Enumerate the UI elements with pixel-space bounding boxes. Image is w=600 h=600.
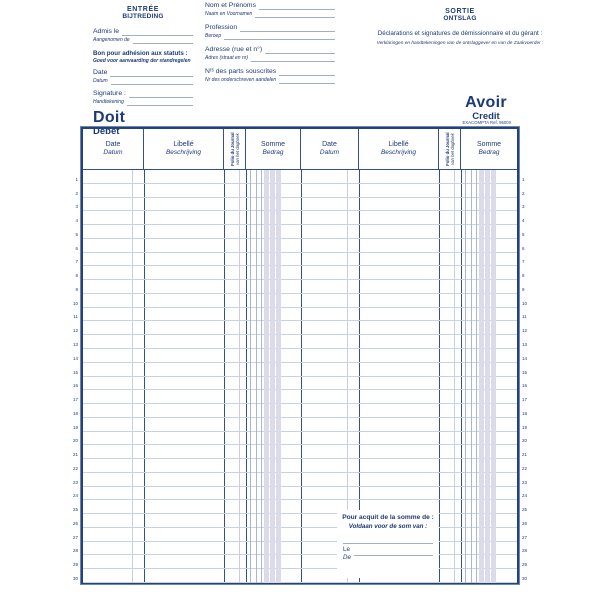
date-label-fr: Date xyxy=(93,69,108,77)
libelle-header-fr: Libellé xyxy=(388,140,409,148)
row-number-left: 6 xyxy=(75,246,78,251)
row-number-left: 12 xyxy=(72,328,78,333)
acquit-date-row xyxy=(341,546,435,564)
declarations-nl: Verklaringen en handtekeningen van de ontslaggever en van de Zaakvoerder : xyxy=(376,40,544,46)
folio-header-nl: van het dagboek xyxy=(234,133,240,165)
adresse-label-nl: Adres (straat en nr) xyxy=(205,55,249,62)
table-body xyxy=(83,170,517,583)
row-number-right: 30 xyxy=(522,576,528,581)
row-number-left: 17 xyxy=(72,397,78,402)
profession-write-line-2 xyxy=(224,32,335,40)
row-number-left: 23 xyxy=(72,480,78,485)
row-number-left: 1 xyxy=(75,177,78,182)
signature-write-line xyxy=(129,90,193,98)
row-line xyxy=(83,376,517,377)
folio-header-fr: Folio du Journal xyxy=(444,132,450,166)
somme-shaded-stripe xyxy=(264,170,269,583)
somme-shaded-stripe xyxy=(276,170,281,583)
bon-adhesion-nl: Goed voor aanvaarding der standregelen xyxy=(93,57,191,64)
somme-shaded-stripe xyxy=(485,170,490,583)
nom-write-line-2 xyxy=(255,10,335,18)
date-label-nl: Datum xyxy=(93,78,108,85)
profession-field xyxy=(205,24,335,40)
row-number-right: 13 xyxy=(522,342,528,347)
row-number-right: 17 xyxy=(522,397,528,402)
parts-label-fr: Nʳˢ des parts souscrites xyxy=(205,68,277,76)
row-number-left: 20 xyxy=(72,438,78,443)
libelle-header-fr: Libellé xyxy=(173,140,194,148)
acquit-de-label: De xyxy=(343,554,351,562)
row-number-right: 21 xyxy=(522,452,528,457)
row-number-right: 2 xyxy=(522,191,525,196)
somme-header-fr: Somme xyxy=(476,140,502,148)
admis-le-field xyxy=(93,28,193,44)
entree-block xyxy=(93,6,193,137)
row-line xyxy=(83,265,517,266)
col-header-somme-right xyxy=(461,129,517,169)
date-write-line xyxy=(110,69,193,77)
col-header-libelle-left xyxy=(144,129,224,169)
column-subline xyxy=(132,170,133,583)
row-line xyxy=(83,389,517,390)
sortie-title-fr: SORTIE xyxy=(445,8,475,15)
row-line xyxy=(83,582,517,583)
row-line xyxy=(83,224,517,225)
identity-block xyxy=(205,2,335,84)
row-line xyxy=(83,307,517,308)
row-line xyxy=(83,499,517,500)
acquit-text-nl: Voldaan voor de som van : xyxy=(348,522,428,530)
table-header-row xyxy=(83,126,517,170)
bon-adhesion-text xyxy=(93,50,193,64)
row-number-right: 20 xyxy=(522,438,528,443)
signature-label-fr: Signature : xyxy=(93,90,126,98)
row-number-right: 6 xyxy=(522,246,525,251)
row-number-left: 30 xyxy=(72,576,78,581)
ledger-table xyxy=(73,126,527,585)
row-line xyxy=(83,210,517,211)
row-number-right: 9 xyxy=(522,287,525,292)
row-line xyxy=(83,320,517,321)
row-number-left: 4 xyxy=(75,218,78,223)
row-number-left: 19 xyxy=(72,425,78,430)
table-frame xyxy=(80,126,520,585)
adresse-write-line-2 xyxy=(251,54,335,62)
row-line xyxy=(83,403,517,404)
row-number-right: 11 xyxy=(522,314,527,319)
row-line xyxy=(83,513,517,514)
row-number-right: 26 xyxy=(522,521,528,526)
doit-nl: Debet xyxy=(93,126,120,137)
row-number-left: 14 xyxy=(72,356,78,361)
signature-label-nl: Handtekening xyxy=(93,99,124,106)
doit-fr: Doit xyxy=(93,109,126,126)
row-number-right: 18 xyxy=(522,411,528,416)
nom-label-nl: Naam en Voornamen xyxy=(205,11,253,18)
row-number-left: 9 xyxy=(75,287,78,292)
parts-field xyxy=(205,68,335,84)
row-number-right: 22 xyxy=(522,466,528,471)
libelle-header-nl: Beschrijving xyxy=(165,149,202,157)
somme-shaded-stripe xyxy=(270,170,275,583)
row-number-left: 5 xyxy=(75,232,78,237)
row-number-right: 28 xyxy=(522,548,528,553)
somme-subline xyxy=(471,170,472,583)
row-number-right: 14 xyxy=(522,356,528,361)
adresse-write-line xyxy=(265,46,335,54)
date-header-fr: Date xyxy=(105,140,121,148)
col-header-folio-right xyxy=(439,129,461,169)
row-number-right: 7 xyxy=(522,259,525,264)
row-number-right: 1 xyxy=(522,177,525,182)
sortie-title-nl: ONTSLAG xyxy=(443,15,477,22)
row-line xyxy=(83,334,517,335)
date-field xyxy=(93,69,193,85)
row-number-right: 27 xyxy=(522,535,528,540)
row-line xyxy=(83,541,517,542)
row-line xyxy=(83,444,517,445)
parts-label-nl: Nr des onderschreven aandelen xyxy=(205,77,277,84)
avoir-fr: Avoir xyxy=(465,94,507,111)
row-line xyxy=(83,362,517,363)
row-line xyxy=(83,486,517,487)
bon-adhesion-fr: Bon pour adhésion aux statuts : xyxy=(93,50,188,57)
entree-title-fr: ENTRÉE xyxy=(127,6,159,13)
somme-subline xyxy=(465,170,466,583)
profession-write-line xyxy=(240,24,335,32)
somme-subline xyxy=(256,170,257,583)
nom-field xyxy=(205,2,335,18)
nom-label-fr: Nom et Prénoms xyxy=(205,2,256,10)
date-write-line-2 xyxy=(111,77,193,85)
acquit-le-label: Le xyxy=(343,546,350,554)
avoir-nl: Credit xyxy=(472,111,500,122)
date-header-nl: Datum xyxy=(319,149,340,157)
row-number-right: 24 xyxy=(522,493,528,498)
parts-write-line xyxy=(279,68,335,76)
row-number-left: 11 xyxy=(73,314,78,319)
row-number-right: 19 xyxy=(522,425,528,430)
profession-label-nl: Beroep xyxy=(205,33,222,40)
nom-write-line xyxy=(259,2,335,10)
col-header-libelle-right xyxy=(359,129,439,169)
row-number-left: 26 xyxy=(72,521,78,526)
column-subline xyxy=(454,170,455,583)
row-number-right: 5 xyxy=(522,232,525,237)
row-number-left: 2 xyxy=(75,191,78,196)
parts-write-line-2 xyxy=(279,76,335,84)
somme-shaded-stripe xyxy=(491,170,496,583)
row-line xyxy=(83,183,517,184)
row-line xyxy=(83,458,517,459)
row-line xyxy=(83,554,517,555)
somme-header-fr: Somme xyxy=(260,140,286,148)
row-line xyxy=(83,431,517,432)
sortie-block xyxy=(356,8,564,47)
admis-le-write-line xyxy=(122,28,193,36)
row-number-right: 10 xyxy=(522,301,528,306)
folio-header-nl: van het dagboek xyxy=(449,133,455,165)
row-numbers-left xyxy=(73,126,79,585)
admis-le-label-nl: Aangenomen de xyxy=(93,37,130,44)
somme-header-nl: Bedrag xyxy=(262,149,284,157)
row-number-left: 28 xyxy=(72,548,78,553)
row-number-left: 8 xyxy=(75,273,78,278)
date-header-nl: Datum xyxy=(103,149,123,157)
profession-label-fr: Profession xyxy=(205,24,238,32)
somme-shaded-stripe xyxy=(479,170,484,583)
col-header-date-right xyxy=(301,129,359,169)
somme-header-nl: Bedrag xyxy=(478,149,500,157)
acquit-block xyxy=(337,510,439,578)
row-number-left: 16 xyxy=(72,383,78,388)
row-number-right: 25 xyxy=(522,507,528,512)
row-number-right: 8 xyxy=(522,273,525,278)
row-number-right: 4 xyxy=(522,218,525,223)
signature-field xyxy=(93,90,193,106)
libelle-header-nl: Beschrijving xyxy=(380,149,417,157)
row-line xyxy=(83,197,517,198)
row-number-left: 25 xyxy=(72,507,78,512)
date-header-fr: Date xyxy=(322,140,337,148)
admis-le-label-fr: Admis le xyxy=(93,28,120,36)
row-number-left: 27 xyxy=(72,535,78,540)
row-number-right: 12 xyxy=(522,328,528,333)
row-number-left: 24 xyxy=(72,493,78,498)
adresse-field xyxy=(205,46,335,62)
row-line xyxy=(83,279,517,280)
adresse-label-fr: Adresse (rue et n°) xyxy=(205,46,263,54)
declarations-fr: Déclarations et signatures de démissionnaire et du gérant : xyxy=(377,30,543,37)
row-number-left: 10 xyxy=(72,301,78,306)
row-number-left: 7 xyxy=(75,259,78,264)
row-line xyxy=(83,417,517,418)
row-number-left: 13 xyxy=(72,342,78,347)
row-line xyxy=(83,472,517,473)
column-subline xyxy=(239,170,240,583)
acquit-amount-line xyxy=(343,530,433,544)
product-ref: EXACOMPTA Ref. 9500X xyxy=(462,120,512,125)
row-number-left: 21 xyxy=(72,452,78,457)
row-number-left: 22 xyxy=(72,466,78,471)
entree-title-nl: BIJTREDING xyxy=(122,13,164,20)
somme-subline xyxy=(250,170,251,583)
admis-le-write-line-2 xyxy=(133,36,193,44)
somme-subline xyxy=(476,170,477,583)
acquit-date-line xyxy=(354,546,433,556)
row-number-right: 15 xyxy=(522,370,528,375)
avoir-heading xyxy=(455,95,517,122)
row-line xyxy=(83,252,517,253)
row-line xyxy=(83,238,517,239)
row-number-left: 3 xyxy=(75,204,78,209)
row-number-right: 29 xyxy=(522,562,528,567)
row-line xyxy=(83,527,517,528)
row-line xyxy=(83,568,517,569)
row-line xyxy=(83,293,517,294)
row-number-left: 18 xyxy=(72,411,78,416)
acquit-text-fr: Pour acquit de la somme de : xyxy=(342,514,434,521)
row-number-left: 29 xyxy=(72,562,78,567)
row-numbers-right xyxy=(521,126,527,585)
row-number-right: 16 xyxy=(522,383,528,388)
col-header-date-left xyxy=(83,129,144,169)
row-line xyxy=(83,348,517,349)
somme-subline xyxy=(261,170,262,583)
row-number-right: 23 xyxy=(522,480,528,485)
folio-header-fr: Folio du Journal xyxy=(229,132,235,166)
signature-write-line-2 xyxy=(127,98,193,106)
row-number-left: 15 xyxy=(72,370,78,375)
col-header-folio-left xyxy=(224,129,246,169)
row-number-right: 3 xyxy=(522,204,525,209)
col-header-somme-left xyxy=(246,129,301,169)
